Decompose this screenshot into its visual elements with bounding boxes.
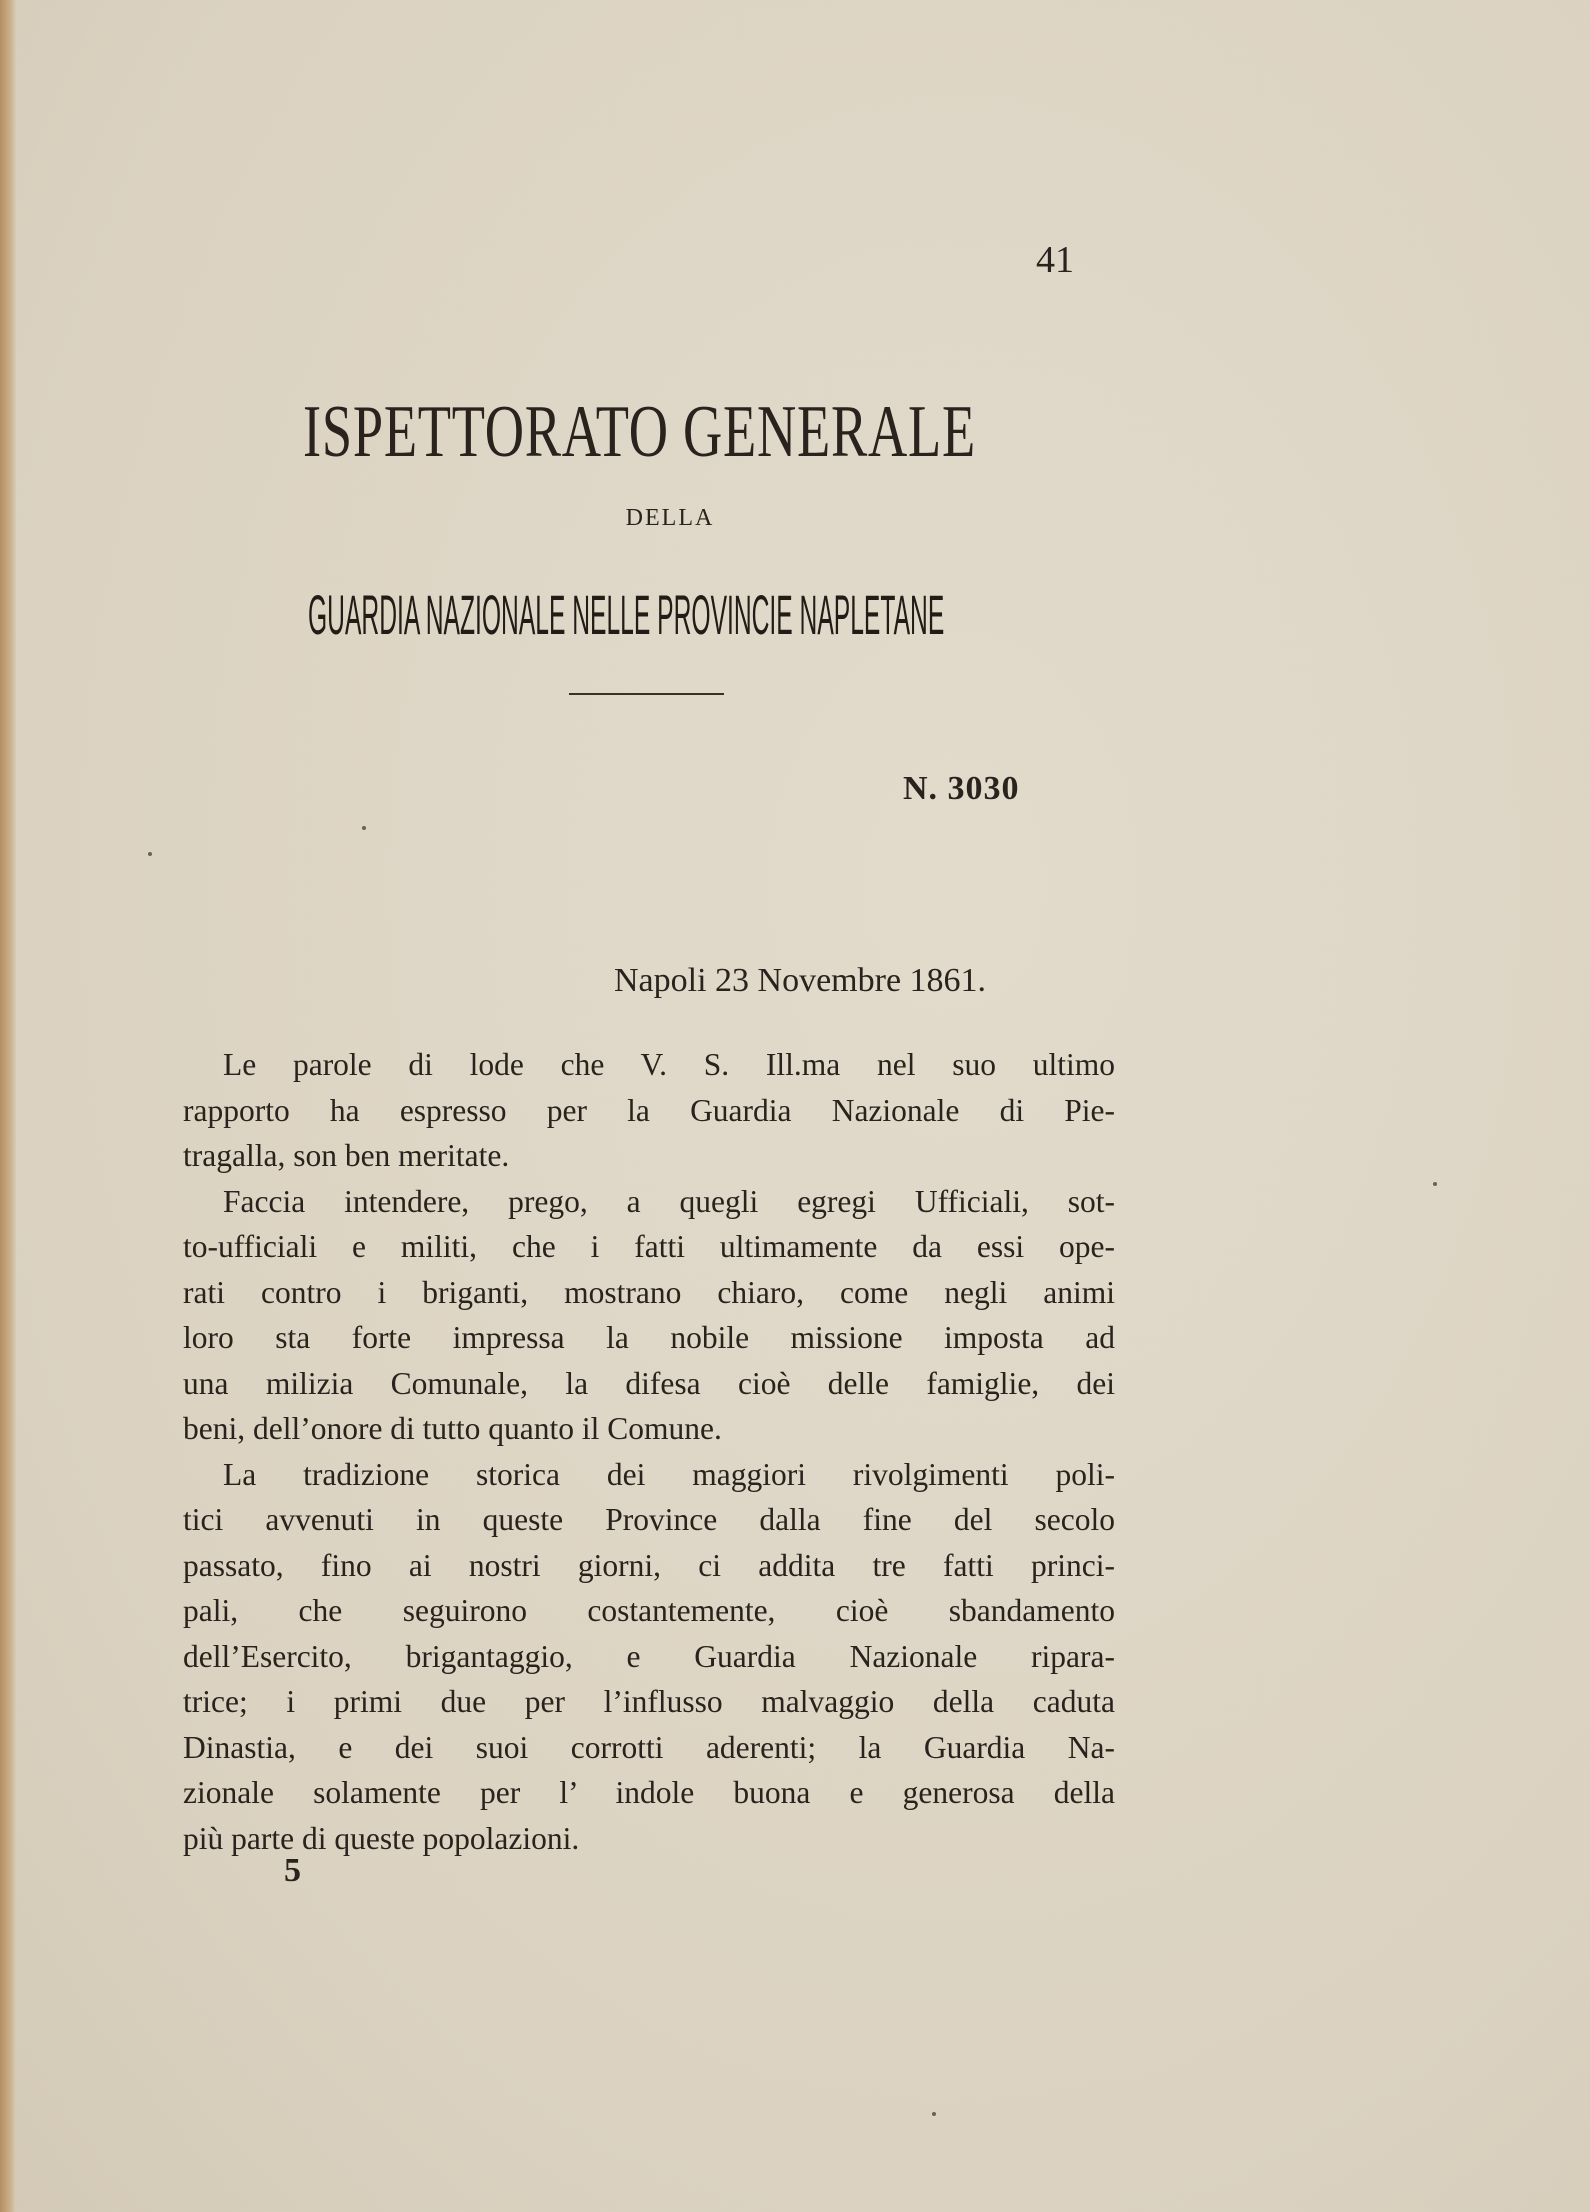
- body-line: dell’Esercito, brigantaggio, e Guardia Nazionale ripara-: [183, 1638, 1115, 1674]
- body-line: pali, che seguirono costantemente, cioè sbandamento: [183, 1593, 1115, 1628]
- body-line: tragalla, son ben meritate.: [183, 1138, 510, 1173]
- body-line: to-ufficiali e militi, che i fatti ultimamente da essi ope-: [183, 1229, 1115, 1264]
- body-line: trice; i primi due per l’influsso malvaggio della caduta: [183, 1684, 1115, 1719]
- body-line: tici avvenuti in queste Province dalla fine del secolo: [183, 1502, 1115, 1537]
- paper-speck: [148, 852, 152, 856]
- page-number: 41: [1036, 239, 1074, 281]
- subtitle-text: GUARDIA NAZIONALE NELLE PROVINCIE NAPLETANE: [308, 583, 945, 646]
- body-line: Le parole di lode che V. S. Ill.ma nel suo ultimo: [223, 1047, 1115, 1082]
- body-line: Faccia intendere, prego, a quegli egregi Ufficiali, sot-: [223, 1183, 1115, 1219]
- page-binding-edge: [0, 0, 16, 2212]
- signature-mark: 5: [284, 1852, 301, 1889]
- body-line: una milizia Comunale, la difesa cioè delle famiglie, dei: [183, 1365, 1115, 1401]
- document-subtitle: [308, 582, 1008, 647]
- title-connector: [0, 505, 1340, 532]
- connector-text: DELLA: [625, 505, 715, 531]
- body-line: zionale solamente per l’ indole buona e generosa della: [183, 1775, 1115, 1810]
- paper-speck: [932, 2112, 936, 2116]
- dateline: Napoli 23 Novembre 1861.: [614, 962, 987, 999]
- body-line: La tradizione storica dei maggiori rivolgimenti poli-: [223, 1456, 1115, 1492]
- body-line: Dinastia, e dei suoi corrotti aderenti; la Guardia Na-: [183, 1729, 1115, 1765]
- paper-speck: [1433, 1182, 1437, 1186]
- paper-speck: [362, 826, 366, 830]
- protocol-number: N. 3030: [903, 770, 1020, 807]
- body-line: passato, fino ai nostri giorni, ci addita tre fatti princi-: [183, 1547, 1115, 1583]
- body-line: beni, dell’onore di tutto quanto il Comune.: [183, 1411, 722, 1446]
- body-line: rati contro i briganti, mostrano chiaro, come negli animi: [183, 1274, 1115, 1310]
- body-line: più parte di queste popolazioni.: [183, 1820, 580, 1856]
- title-divider: [569, 693, 724, 695]
- body-line: rapporto ha espresso per la Guardia Nazionale di Pie-: [183, 1092, 1115, 1128]
- document-title: [303, 390, 1019, 473]
- body-line: loro sta forte impressa la nobile missione imposta ad: [183, 1320, 1115, 1355]
- title-text: ISPETTORATO GENERALE: [303, 391, 976, 473]
